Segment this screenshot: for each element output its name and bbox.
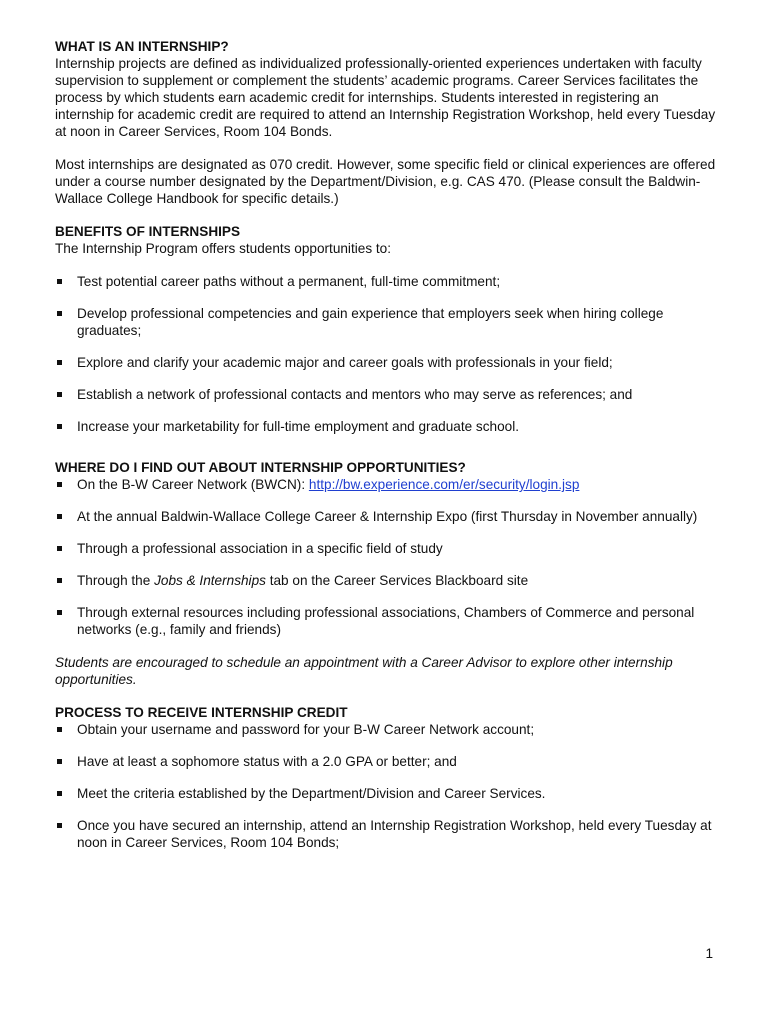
list-item: At the annual Baldwin-Wallace College Career & Internship Expo (first Thursday in November annually) <box>55 508 720 525</box>
list-item: Develop professional competencies and gain experience that employers seek when hiring college graduates; <box>55 305 720 339</box>
advisor-note: Students are encouraged to schedule an appointment with a Career Advisor to explore other internship opportunities. <box>55 655 673 687</box>
document-page <box>55 38 720 851</box>
list-item: Establish a network of professional contacts and mentors who may serve as references; and <box>55 386 720 403</box>
heading-what-is-internship: WHAT IS AN INTERNSHIP? <box>55 39 229 54</box>
list-item: Through external resources including professional associations, Chambers of Commerce and personal networks (e.g., family and friends) <box>55 604 720 638</box>
list-item: Explore and clarify your academic major and career goals with professionals in your field; <box>55 354 720 371</box>
list-item: Have at least a sophomore status with a 2.0 GPA or better; and <box>55 753 720 770</box>
blackboard-suffix: tab on the Career Services Blackboard site <box>265 573 529 588</box>
list-item: Increase your marketability for full-time employment and graduate school. <box>55 418 720 435</box>
bwcn-link[interactable]: http://bw.experience.com/er/security/login.jsp <box>308 477 580 492</box>
benefits-intro: The Internship Program offers students opportunities to: <box>55 241 392 256</box>
list-item: Obtain your username and password for your B-W Career Network account; <box>55 721 720 738</box>
bwcn-text: On the B-W Career Network (BWCN): <box>77 477 309 492</box>
list-item: Meet the criteria established by the Department/Division and Career Services. <box>55 785 720 802</box>
list-item <box>55 572 720 589</box>
heading-process: PROCESS TO RECEIVE INTERNSHIP CREDIT <box>55 705 348 720</box>
opportunities-list <box>55 476 720 638</box>
page-number: 1 <box>705 946 713 961</box>
list-item <box>55 476 720 493</box>
list-item: Through a professional association in a specific field of study <box>55 540 720 557</box>
benefits-list <box>55 273 720 435</box>
paragraph-credit: Most internships are designated as 070 credit. However, some specific field or clinical experiences are offered under a course number designated by the Department/Division, e.g. CAS 470. (Please consult the Baldwin-Wallace College Handbook for specific details.) <box>55 157 716 206</box>
list-item: Test potential career paths without a permanent, full-time commitment; <box>55 273 720 290</box>
jobs-internships-tab-name: Jobs & Internships <box>154 573 266 588</box>
process-list <box>55 721 720 851</box>
heading-where-find: WHERE DO I FIND OUT ABOUT INTERNSHIP OPPORTUNITIES? <box>55 460 466 475</box>
blackboard-prefix: Through the <box>77 573 155 588</box>
paragraph-definition: Internship projects are defined as individualized professionally-oriented experiences undertaken with faculty supervision to supplement or complement the students’ academic programs. Career Services facilitates the process by which students earn academic credit for internships. Students interested in registering an internship for academic credit are required to attend an Internship Registration Workshop, held every Tuesday at noon in Career Services, Room 104 Bonds. <box>55 56 716 139</box>
list-item: Once you have secured an internship, attend an Internship Registration Workshop, held every Tuesday at noon in Career Services, Room 104 Bonds; <box>55 817 720 851</box>
heading-benefits: BENEFITS OF INTERNSHIPS <box>55 224 241 239</box>
